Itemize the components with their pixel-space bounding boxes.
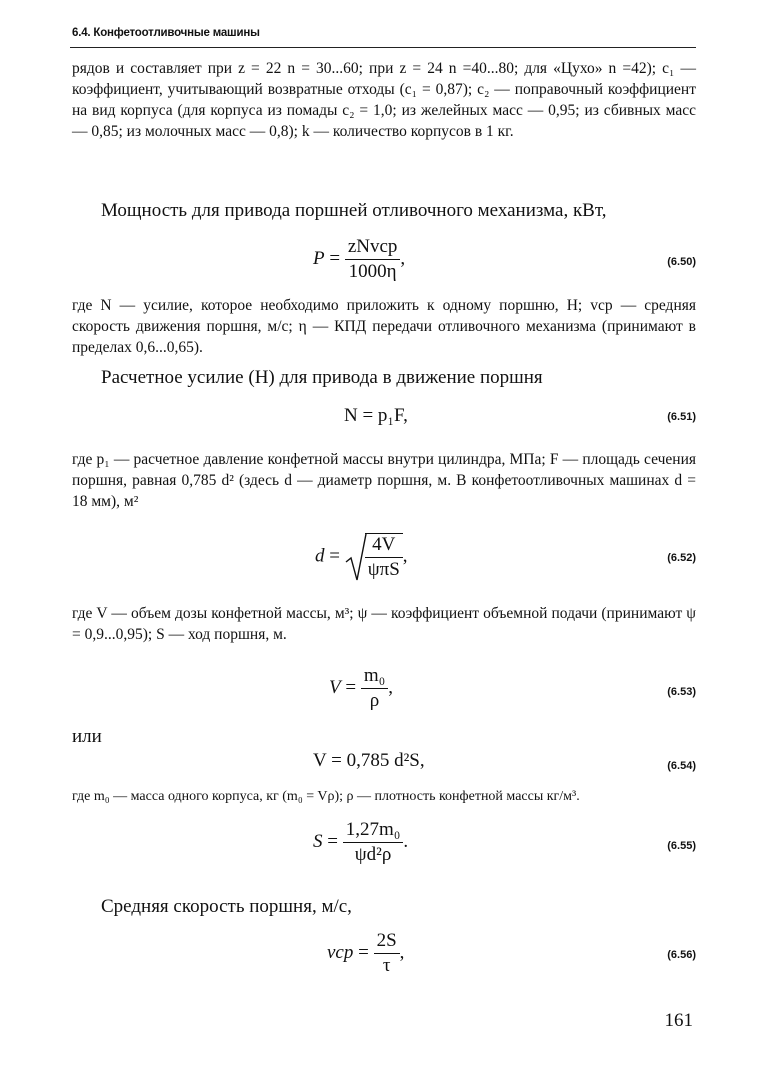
eq656-numerator: 2S bbox=[374, 930, 400, 954]
or-word: или bbox=[72, 726, 102, 747]
eq653-numerator: m₀ bbox=[361, 665, 388, 689]
eq650-fraction bbox=[345, 236, 401, 283]
eq650-tail: , bbox=[400, 247, 406, 269]
eq656-tail: , bbox=[399, 941, 405, 963]
where-652-paragraph bbox=[72, 603, 696, 645]
intro-text: рядов и составляет при z = 22 n = 30...60; при z = 24 n =40...80; для «Цухо» n =42); c₁ — коэффициент, учитывающий возвратные отходы (c₁ = 0,87); c₂ — поправочный коэффициент на вид корпуса (для корпуса из помады c₂ = 1,0; из желейных масс — 0,95; из сбивных масс — 0,85; из молочных масс — 0,8); k — количество корпусов в 1 кг. bbox=[72, 60, 696, 140]
radical-symbol bbox=[345, 532, 367, 582]
equation-6-50: P = $\frac{\text{zNvср}}{1000\eta}$ , bbox=[313, 236, 406, 282]
eq656-denominator: τ bbox=[382, 955, 391, 976]
where-652-text: где V — объем дозы конфетной массы, м³; ψ — коэффициент объемной подачи (принимают ψ = 0,9...0,95); S — ход поршня, м. bbox=[72, 605, 696, 643]
equation-6-52: d = $\frac{4V}{\text{ψπS}}$ , bbox=[315, 534, 408, 580]
header-rule bbox=[70, 47, 696, 48]
equation-number-6-51: (6.51) bbox=[667, 411, 696, 423]
where-654-paragraph bbox=[72, 786, 696, 807]
where-650-text: где N — усилие, которое необходимо приложить к одному поршню, Н; vср — средняя скорость движения поршня, м/с; η — КПД передачи отливочного механизма (принимают в пределах 0,6...0,65). bbox=[72, 297, 696, 356]
heading-force: Расчетное усилие (Н) для привода в движение поршня bbox=[101, 367, 543, 388]
equation-6-56: vср = $\frac{2S}{\tau}$ , bbox=[327, 930, 405, 976]
running-header: 6.4. Конфетоотливочные машины bbox=[72, 27, 260, 39]
eq655-fraction bbox=[343, 819, 404, 866]
eq655-tail: . bbox=[403, 830, 409, 852]
heading-power: Мощность для привода поршней отливочного механизма, кВт, bbox=[101, 200, 607, 221]
eq652-denominator: ψπS bbox=[367, 559, 400, 580]
sqrt-sign bbox=[345, 532, 367, 582]
eq652-fraction bbox=[365, 533, 403, 581]
where-651-text: где p₁ — расчетное давление конфетной массы внутри цилиндра, МПа; F — площадь сечения поршня, равная 0,785 d² (здесь d — диаметр поршня, м. В конфетоотливочных машинах d = 18 мм), м² bbox=[72, 451, 696, 510]
equation-number-6-52: (6.52) bbox=[667, 552, 696, 564]
eq653-tail: , bbox=[388, 676, 393, 698]
where-651-paragraph bbox=[72, 449, 696, 512]
where-650-paragraph bbox=[72, 295, 696, 358]
eq656-fraction bbox=[374, 930, 400, 977]
eq656-lhs: vср bbox=[327, 941, 354, 963]
heading-speed: Средняя скорость поршня, м/с, bbox=[101, 896, 352, 917]
eq652-lhs: d bbox=[315, 545, 325, 567]
intro-paragraph bbox=[72, 58, 696, 142]
equation-number-6-56: (6.56) bbox=[667, 949, 696, 961]
eq655-lhs: S bbox=[313, 830, 323, 852]
equation-6-51: N = p₁F, bbox=[344, 405, 408, 426]
equation-number-6-54: (6.54) bbox=[667, 760, 696, 772]
equation-6-54: V = 0,785 d²S, bbox=[313, 750, 425, 771]
equation-number-6-53: (6.53) bbox=[667, 686, 696, 698]
eq652-numerator: 4V bbox=[365, 534, 403, 558]
page-number: 161 bbox=[664, 1010, 693, 1031]
equation-number-6-55: (6.55) bbox=[667, 840, 696, 852]
eq653-lhs: V bbox=[329, 676, 341, 698]
where-654-text: где m₀ — масса одного корпуса, кг (m₀ = Vρ); ρ — плотность конфетной массы кг/м³. bbox=[72, 789, 580, 804]
eq653-denominator: ρ bbox=[369, 690, 380, 711]
eq655-denominator: ψd²ρ bbox=[354, 844, 392, 865]
eq655-numerator: 1,27m₀ bbox=[343, 819, 404, 843]
eq653-fraction bbox=[361, 665, 388, 712]
equation-6-53: V = $\frac{\text{m₀}}{\rho}$ , bbox=[329, 665, 393, 711]
eq652-tail: , bbox=[402, 545, 408, 567]
eq650-lhs: P bbox=[313, 247, 325, 269]
eq650-numerator: zNvср bbox=[345, 236, 401, 260]
equation-number-6-50: (6.50) bbox=[667, 256, 696, 268]
eq650-denominator: 1000η bbox=[348, 261, 397, 282]
equation-6-55: S = $\frac{\text{1,27m₀}}{\text{ψd²ρ}}$ . bbox=[313, 819, 409, 865]
